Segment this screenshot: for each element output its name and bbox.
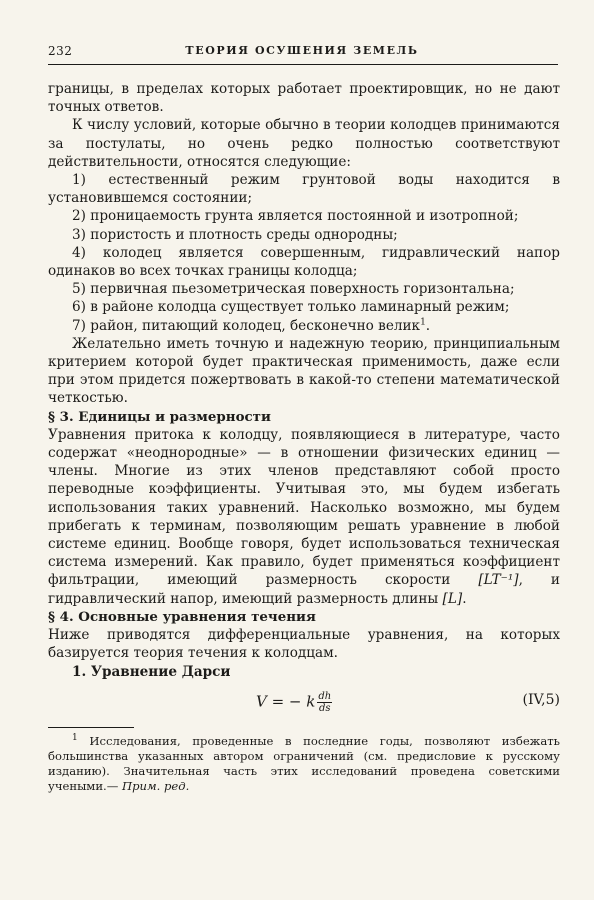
paragraph: Ниже приводятся дифференциальные уравнения, на которых базируется теория течения к колодцам. xyxy=(48,627,560,662)
footnote-mark: 1 xyxy=(420,317,426,328)
darcy-equation xyxy=(48,683,560,719)
page-body xyxy=(48,80,560,794)
fraction xyxy=(317,691,332,714)
list-item: 2) проницаемость грунта является постоянной и изотропной; xyxy=(72,208,519,225)
denominator: ds xyxy=(319,702,331,714)
editor-note: Прим. ред. xyxy=(122,778,190,793)
footnote-rule xyxy=(48,727,134,728)
paragraph xyxy=(48,426,560,608)
list-item: 1) естественный режим грунтовой воды находится в установившемся состоянии; xyxy=(48,172,560,207)
list-item-text: 7) район, питающий колодец, бесконечно велик xyxy=(72,317,421,334)
equation-number: (IV,5) xyxy=(522,691,560,708)
numerator: dh xyxy=(318,690,332,702)
equation-lhs: V = − k xyxy=(256,692,316,711)
dimension-velocity: [LT⁻¹] xyxy=(478,572,519,589)
footnote-text: Исследования, проведенные в последние годы, позволяют избежать большинства указанных автором ограничений (см. предисловие к русскому изданию). Значительная часть этих исследований проведена советскими учеными.— xyxy=(48,733,560,793)
list-item: 5) первичная пьезометрическая поверхность горизонтальна; xyxy=(72,281,515,298)
punctuation: . xyxy=(425,317,431,334)
page-header xyxy=(48,44,556,62)
section-heading: § 4. Основные уравнения течения xyxy=(48,608,316,625)
footnote-mark: 1 xyxy=(72,732,78,743)
page-number: 232 xyxy=(48,44,73,58)
header-rule xyxy=(48,64,558,65)
section-heading: § 3. Единицы и размерности xyxy=(48,408,271,425)
equation xyxy=(256,691,332,714)
list-item: 4) колодец является совершенным, гидравлический напор одинаков во всех точках границы колодца; xyxy=(48,244,560,280)
list-item xyxy=(48,317,560,335)
subsection-heading: 1. Уравнение Дарси xyxy=(72,663,231,680)
paragraph: Желательно иметь точную и надежную теорию, принципиальным критерием которой будет практическая применимость, даже если при этом придется пожертвовать в какой-то степени математической четкостью. xyxy=(48,335,560,407)
paragraph-text: , и гидравлический напор, имеющий размерность длины xyxy=(48,572,560,607)
footnote xyxy=(48,734,560,794)
punctuation: . xyxy=(462,590,467,607)
paragraph: границы, в пределах которых работает проектировщик, но не дают точных ответов. xyxy=(48,81,560,116)
running-title: ТЕОРИЯ ОСУШЕНИЯ ЗЕМЕЛЬ xyxy=(185,44,419,57)
dimension-length: [L] xyxy=(442,590,463,607)
list-item: 6) в районе колодца существует только ламинарный режим; xyxy=(72,299,510,316)
paragraph: К числу условий, которые обычно в теории колодцев принимаются за постулаты, но очень редко полностью соответствуют действительности, относятся следующие: xyxy=(48,117,560,170)
list-item: 3) пористость и плотность среды однородны; xyxy=(72,226,398,243)
paragraph-text: Уравнения притока к колодцу, появляющиеся в литературе, часто содержат «неоднородные» — в отношении физических единиц — члены. Многие из этих членов представляют собой просто переводные коэффициенты. Учитывая это, мы будем избегать использования таких уравнений. Насколько возможно, мы будем прибегать к терминам, позволяющим решать уравнение в любой системе единиц. Вообще говоря, будет использоваться техническая система измерений. Как правило, будет применяться коэффициент фильтрации, имеющий размерность скорости xyxy=(48,426,560,589)
